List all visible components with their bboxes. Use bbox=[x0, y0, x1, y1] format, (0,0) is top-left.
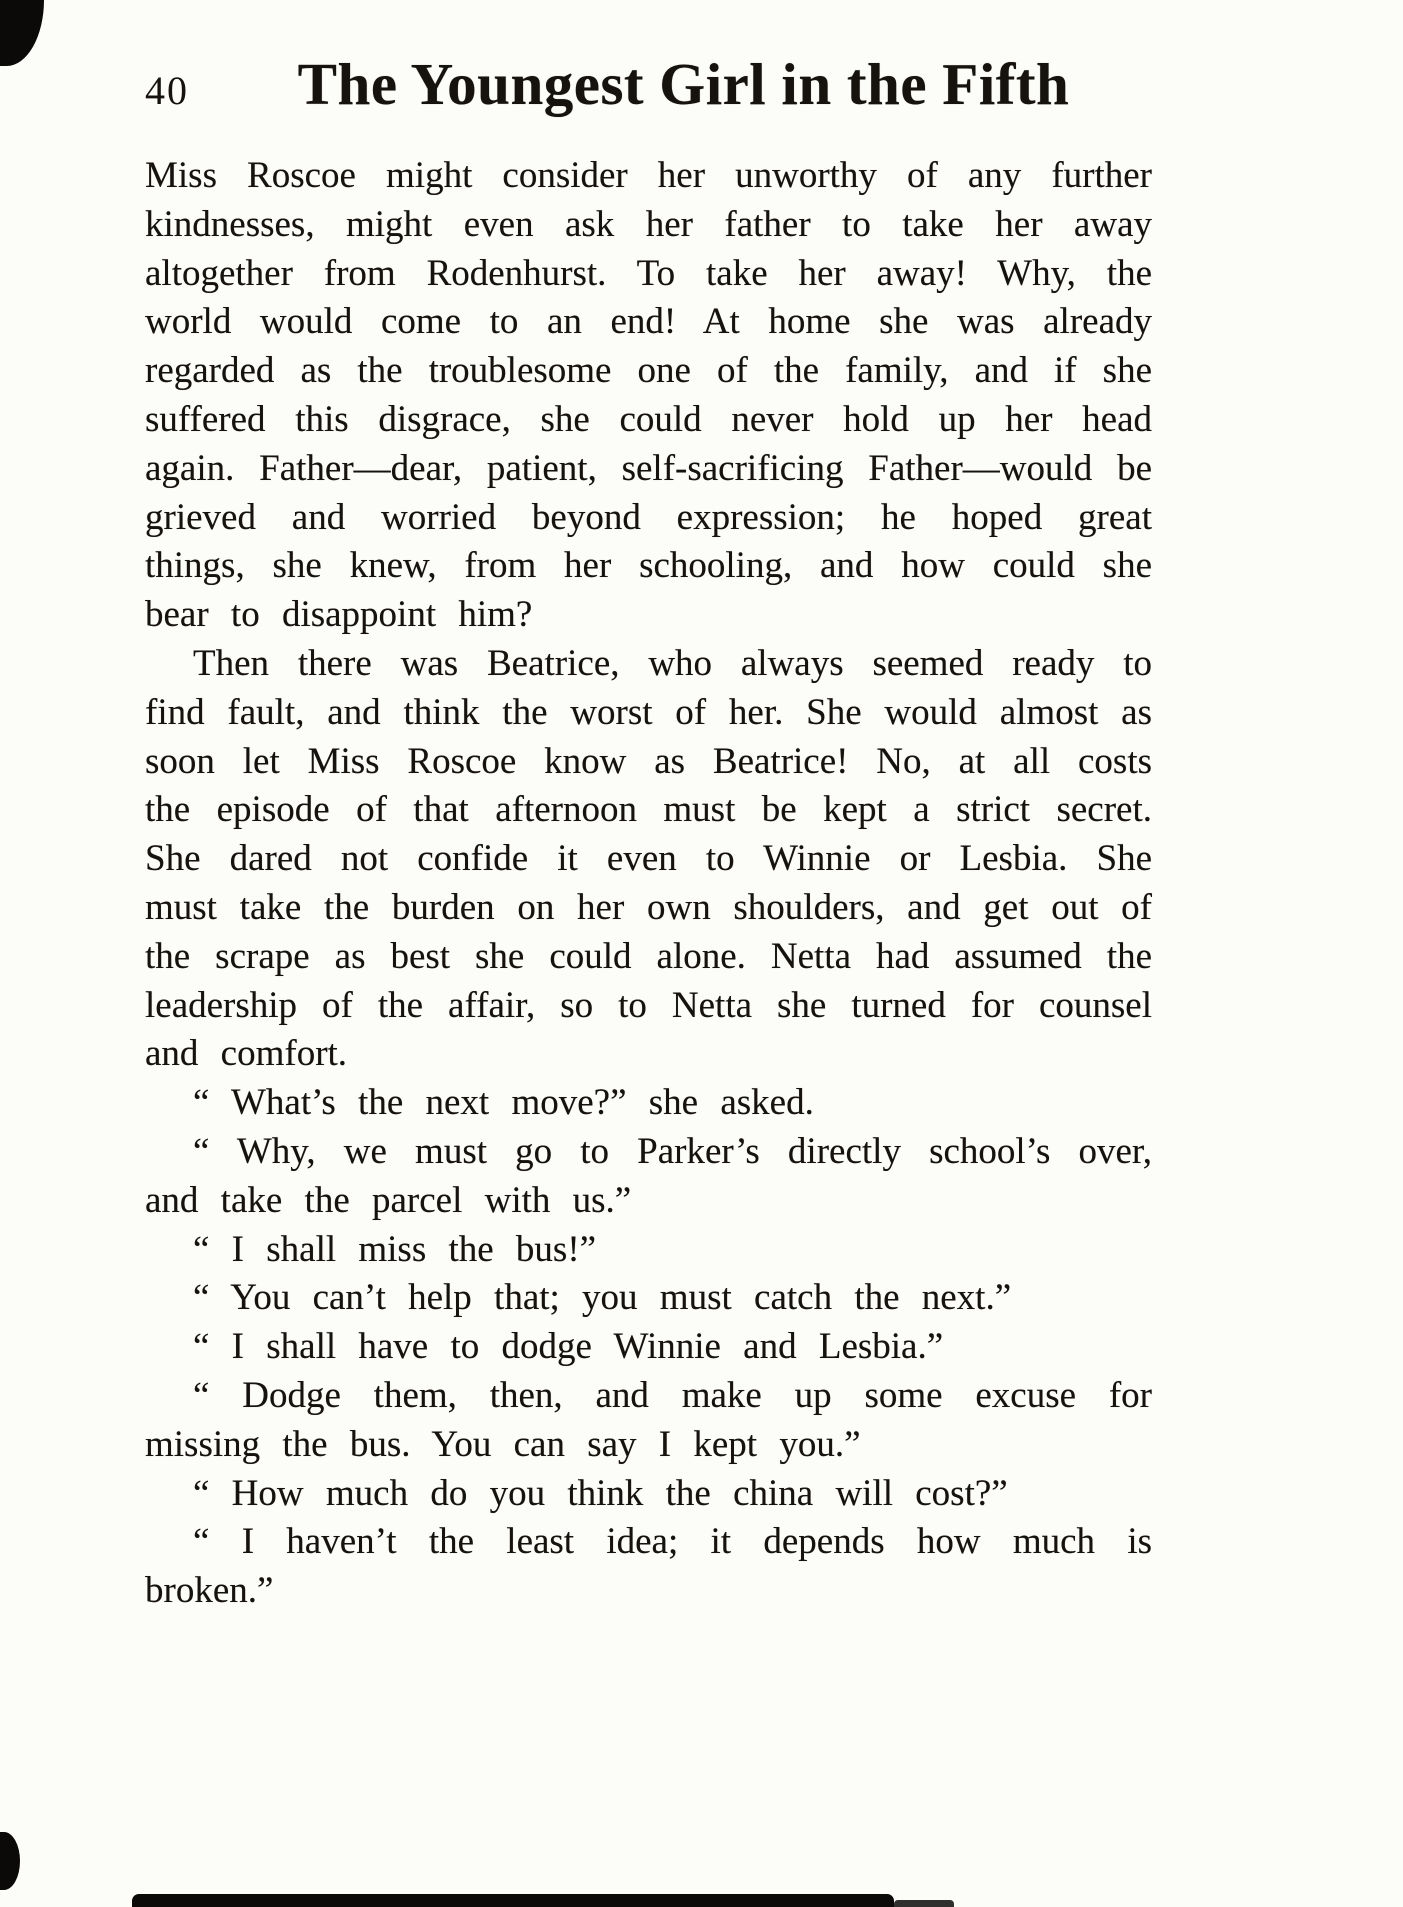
scan-artifact-top-left-corner bbox=[0, 0, 44, 66]
paragraph-dialogue: “ You can’t help that; you must catch the next.” bbox=[193, 1277, 1012, 1319]
paragraph-dialogue: “ Dodge them, then, and make up some excuse for missing the bus. You can say I kept you.” bbox=[145, 1374, 1152, 1465]
paragraph-dialogue: “ I haven’t the least idea; it depends how much is broken.” bbox=[145, 1521, 1152, 1612]
scan-artifact-bottom-left bbox=[0, 1832, 20, 1890]
paragraph-dialogue: “ I shall miss the bus!” bbox=[193, 1228, 597, 1270]
page-number: 40 bbox=[145, 68, 189, 113]
paragraph-dialogue: “ How much do you think the china will cost?” bbox=[193, 1472, 1008, 1514]
paragraph: Miss Roscoe might consider her unworthy of any further kindnesses, might even ask her father to take her away altogether from Rodenhurst. To take her away! Why, the world would come to an end! At home she was already regarded as the troublesome one of the family, and if she suffered this disgrace, she could never hold up her head again. Father—dear, patient, self-sacrificing Father—would be grieved and worried beyond expression; he hoped great things, she knew, from her schooling, and how could she bear to disappoint him? bbox=[145, 155, 1152, 636]
paragraph: Then there was Beatrice, who always seemed ready to find fault, and think the worst of her. She would almost as soon let Miss Roscoe know as Beatrice! No, at all costs the episode of that afternoon must be kept a strict secret. She dared not confide it even to Winnie or Lesbia. She must take the burden on her own shoulders, and get out of the scrape as best she could alone. Netta had assumed the leadership of the affair, so to Netta she turned for counsel and comfort. bbox=[145, 642, 1152, 1075]
scan-artifact-bottom-bar bbox=[132, 1894, 894, 1907]
page-header bbox=[145, 50, 1152, 119]
paragraph-dialogue: “ I shall have to dodge Winnie and Lesbia.” bbox=[193, 1326, 944, 1368]
paragraph-dialogue: “ Why, we must go to Parker’s directly school’s over, and take the parcel with us.” bbox=[145, 1130, 1152, 1221]
paragraph-dialogue: “ What’s the next move?” she asked. bbox=[193, 1082, 814, 1124]
scan-artifact-bottom-bar-tail bbox=[894, 1900, 954, 1907]
page-text bbox=[145, 152, 1152, 1616]
running-title: The Youngest Girl in the Fifth bbox=[297, 51, 1070, 117]
